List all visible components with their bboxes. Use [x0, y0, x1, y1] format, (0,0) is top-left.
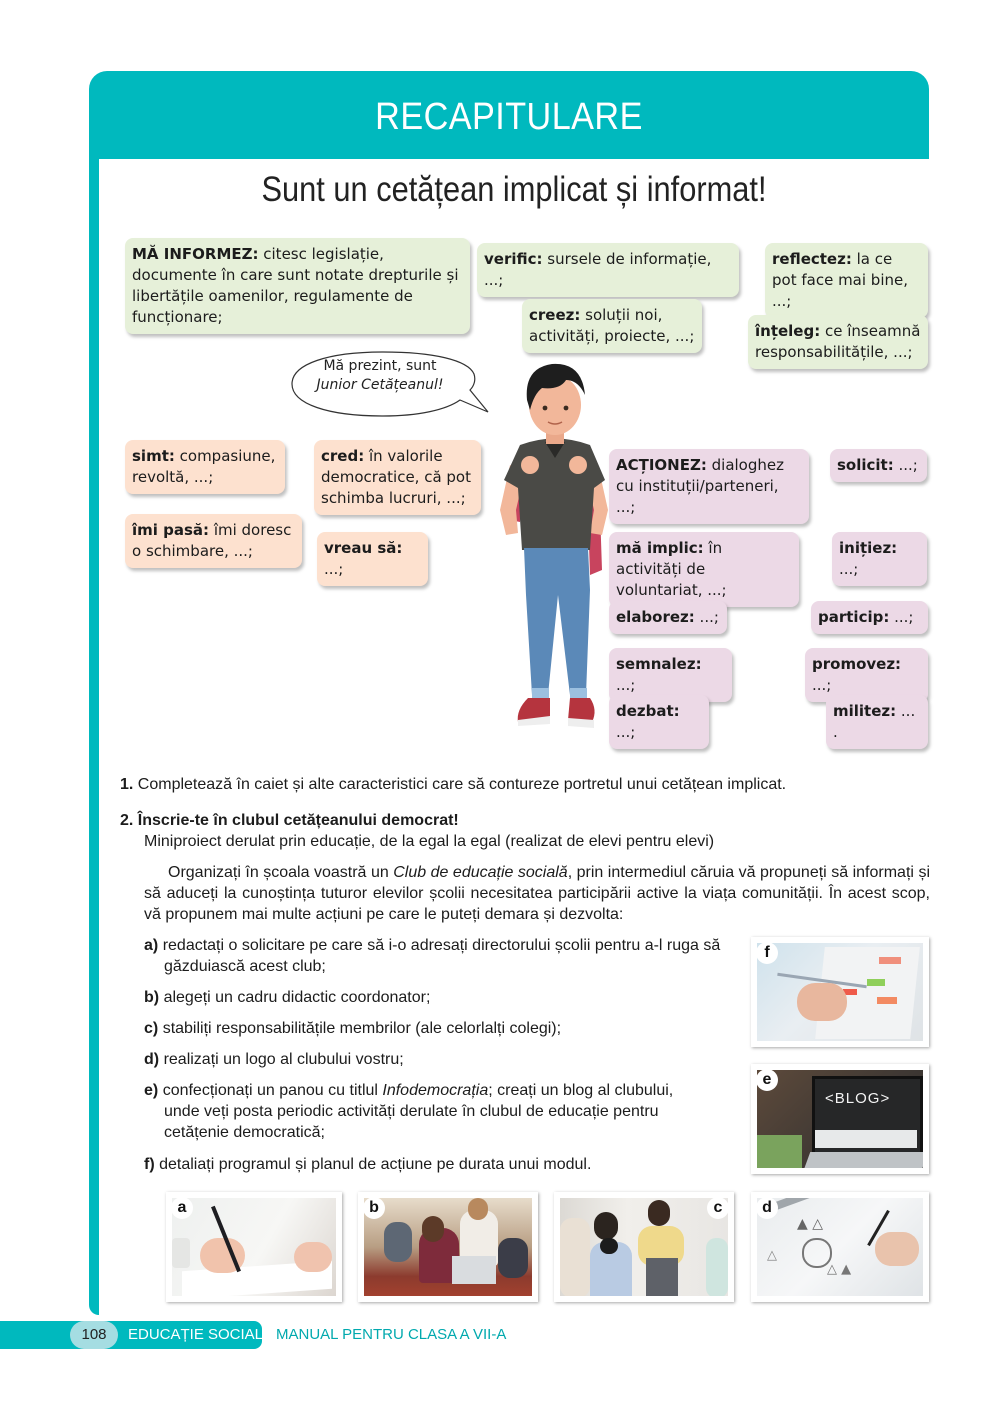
concept-text: ...;	[616, 723, 636, 741]
photo-tag: d	[756, 1197, 778, 1219]
task-item-b	[144, 987, 744, 1008]
exercise-title: Înscrie-te în clubul cetățeanului democrat!	[137, 812, 459, 829]
concept-box-elaborez	[609, 601, 727, 634]
photo-c	[554, 1192, 734, 1302]
item-label: d)	[144, 1051, 160, 1068]
concept-text: sursele de informație, ...;	[484, 250, 712, 289]
concept-key: verific:	[484, 250, 543, 268]
concept-box-simt	[125, 440, 285, 494]
blog-laptop-photo	[757, 1070, 923, 1168]
concept-key: MĂ INFORMEZ:	[132, 245, 259, 263]
footer-subject: EDUCAȚIE SOCIALĂ	[128, 1326, 274, 1343]
concept-box-reflectez	[765, 243, 928, 318]
exercise-number: 1.	[120, 776, 134, 793]
photo-e	[751, 1064, 929, 1174]
concept-key: vreau să:	[324, 539, 403, 557]
concept-text: îmi doresc o schimbare, ...;	[132, 521, 292, 560]
concept-text: ...;	[812, 676, 832, 694]
photo-tag: c	[707, 1197, 729, 1219]
concept-key: ACȚIONEZ:	[616, 456, 707, 474]
concept-text: dialoghez cu instituții/parteneri, ...;	[616, 456, 784, 516]
concept-box-cred	[314, 440, 481, 515]
intro-text: Organizați în școala voastră un	[168, 864, 394, 881]
concept-text: în activități de voluntariat, ...;	[616, 539, 727, 599]
concept-box-particip	[811, 601, 928, 634]
item-label: b)	[144, 989, 160, 1006]
concept-text: la ce pot face mai bine, ...;	[772, 250, 908, 310]
page-subtitle: Sunt un cetățean implicat și informat!	[261, 170, 767, 209]
photo-tag: b	[363, 1197, 385, 1219]
item-text: redactați o solicitare pe care să i-o adresați directorului școlii pentru a-l ruga să găzduiască acest club;	[162, 937, 721, 975]
concept-key: reflectez:	[772, 250, 852, 268]
item-label: f)	[144, 1156, 155, 1173]
concept-key: militez:	[833, 702, 897, 720]
club-name: Club de educație socială	[393, 864, 568, 881]
page-number: 108	[70, 1321, 118, 1349]
exercise-2-subtitle: Miniproiect derulat prin educație, de la egal la egal (realizat de elevi pentru elevi)	[144, 833, 715, 850]
concept-box-imi-pasa	[125, 514, 302, 568]
item-text: stabiliți responsabilitățile membrilor (ale celorlalți colegi);	[162, 1020, 562, 1037]
exercise-2-header	[120, 810, 930, 831]
item-text: alegeți un cadru didactic coordonator;	[163, 989, 431, 1006]
concept-box-dezbat	[609, 695, 709, 749]
exercise-number: 2.	[120, 812, 134, 829]
concept-box-verific	[477, 243, 739, 297]
concept-box-initiez	[832, 532, 927, 586]
footer-manual-title: MANUAL PENTRU CLASA A VII-A	[276, 1326, 507, 1343]
photo-d	[751, 1192, 929, 1302]
page-title: RECAPITULARE	[375, 96, 643, 138]
concept-box-vreau-sa	[317, 532, 428, 586]
exercise-text: Completează în caiet și alte caracteristici care să contureze portretul unui cetățean implicat.	[137, 776, 787, 793]
concept-box-solicit	[830, 449, 927, 482]
concept-box-promovez	[805, 648, 928, 702]
concept-box-inteleg	[748, 315, 928, 369]
concept-text: citesc legislație, documente în care sunt notate drepturile și libertățile oamenilor, regulamente de funcționare;	[132, 245, 459, 326]
concept-key: creez:	[529, 306, 581, 324]
concept-box-semnalez	[609, 648, 732, 702]
task-item-f	[144, 1154, 744, 1175]
concept-key: mă implic:	[616, 539, 704, 557]
concept-key: îmi pasă:	[132, 521, 210, 539]
item-label: a)	[144, 937, 159, 954]
writing-photo	[172, 1198, 336, 1296]
photo-tag: a	[171, 1197, 193, 1219]
speech-line-2: Junior Cetățeanul!	[316, 377, 444, 393]
task-item-d	[144, 1049, 744, 1070]
photo-a	[166, 1192, 342, 1302]
concept-box-creez	[522, 299, 702, 353]
concept-text: în valorile democratice, că pot schimba lucruri, ...;	[321, 447, 471, 507]
speech-line-1: Mă prezint, sunt	[323, 358, 437, 374]
task-item-a	[144, 935, 744, 977]
photo-tag: f	[756, 942, 778, 964]
teens-talking-photo	[560, 1198, 728, 1296]
item-text: realizați un logo al clubului vostru;	[163, 1051, 404, 1068]
concept-text: ...;	[889, 608, 914, 626]
concept-text: ...;	[324, 560, 344, 578]
concept-box-ma-informez	[125, 238, 470, 334]
blog-screen-text: <BLOG>	[825, 1090, 891, 1107]
concept-text: ce înseamnă responsabilitățile, ...;	[755, 322, 921, 361]
concept-key: dezbat:	[616, 702, 680, 720]
item-text: confecționați un panou cu titlul	[162, 1082, 383, 1099]
item-text: ; creați un blog al clubului, unde veți posta periodic activități derulate în clubul de educație pentru cetățenie democratică;	[164, 1082, 674, 1141]
item-text: detaliați programul și planul de acțiune pe durata unui modul.	[159, 1156, 592, 1173]
concept-key: promovez:	[812, 655, 902, 673]
logo-sketch-photo: ▲ △ △ ▲ △	[757, 1198, 923, 1296]
left-accent-bar	[89, 150, 99, 1315]
calendar-photo	[757, 943, 923, 1041]
concept-box-militez	[826, 695, 928, 749]
concept-key: cred:	[321, 447, 365, 465]
concept-key: semnalez:	[616, 655, 702, 673]
item-label: c)	[144, 1020, 159, 1037]
intro-text: , prin intermediul căruia vă propuneți să informați și să aduceți la cunoștința tuturor elevilor școlii necesitatea participării active la viața comunității. În acest scop, vă propunem mai multe acțiuni pe care le puteți demara și dezvolta:	[144, 864, 930, 923]
panel-title: Infodemocrația	[382, 1082, 489, 1099]
concept-text: ...;	[893, 456, 918, 474]
photo-b	[358, 1192, 538, 1302]
concept-key: înțeleg:	[755, 322, 821, 340]
concept-box-ma-implic	[609, 532, 799, 607]
concept-text: soluții noi, activități, proiecte, ...;	[529, 306, 695, 345]
classroom-photo	[364, 1198, 532, 1296]
concept-key: particip:	[818, 608, 890, 626]
concept-text: ... .	[833, 702, 916, 741]
concept-key: inițiez:	[839, 539, 898, 557]
task-item-c	[144, 1018, 744, 1039]
photo-tag: e	[756, 1069, 778, 1091]
item-label: e)	[144, 1082, 159, 1099]
concept-text: ...;	[839, 560, 859, 578]
concept-key: solicit:	[837, 456, 894, 474]
exercise-2-intro	[144, 862, 930, 925]
speech-bubble-text	[300, 357, 460, 395]
task-item-e	[144, 1080, 704, 1143]
concept-text: ...;	[616, 676, 636, 694]
concept-key: elaborez:	[616, 608, 695, 626]
exercise-1	[120, 774, 930, 795]
concept-box-actionez	[609, 449, 809, 524]
photo-f	[751, 937, 929, 1047]
concept-text: compasiune, revoltă, ...;	[132, 447, 276, 486]
junior-citizen-illustration	[490, 350, 620, 735]
concept-text: ...;	[694, 608, 719, 626]
concept-key: simt:	[132, 447, 175, 465]
